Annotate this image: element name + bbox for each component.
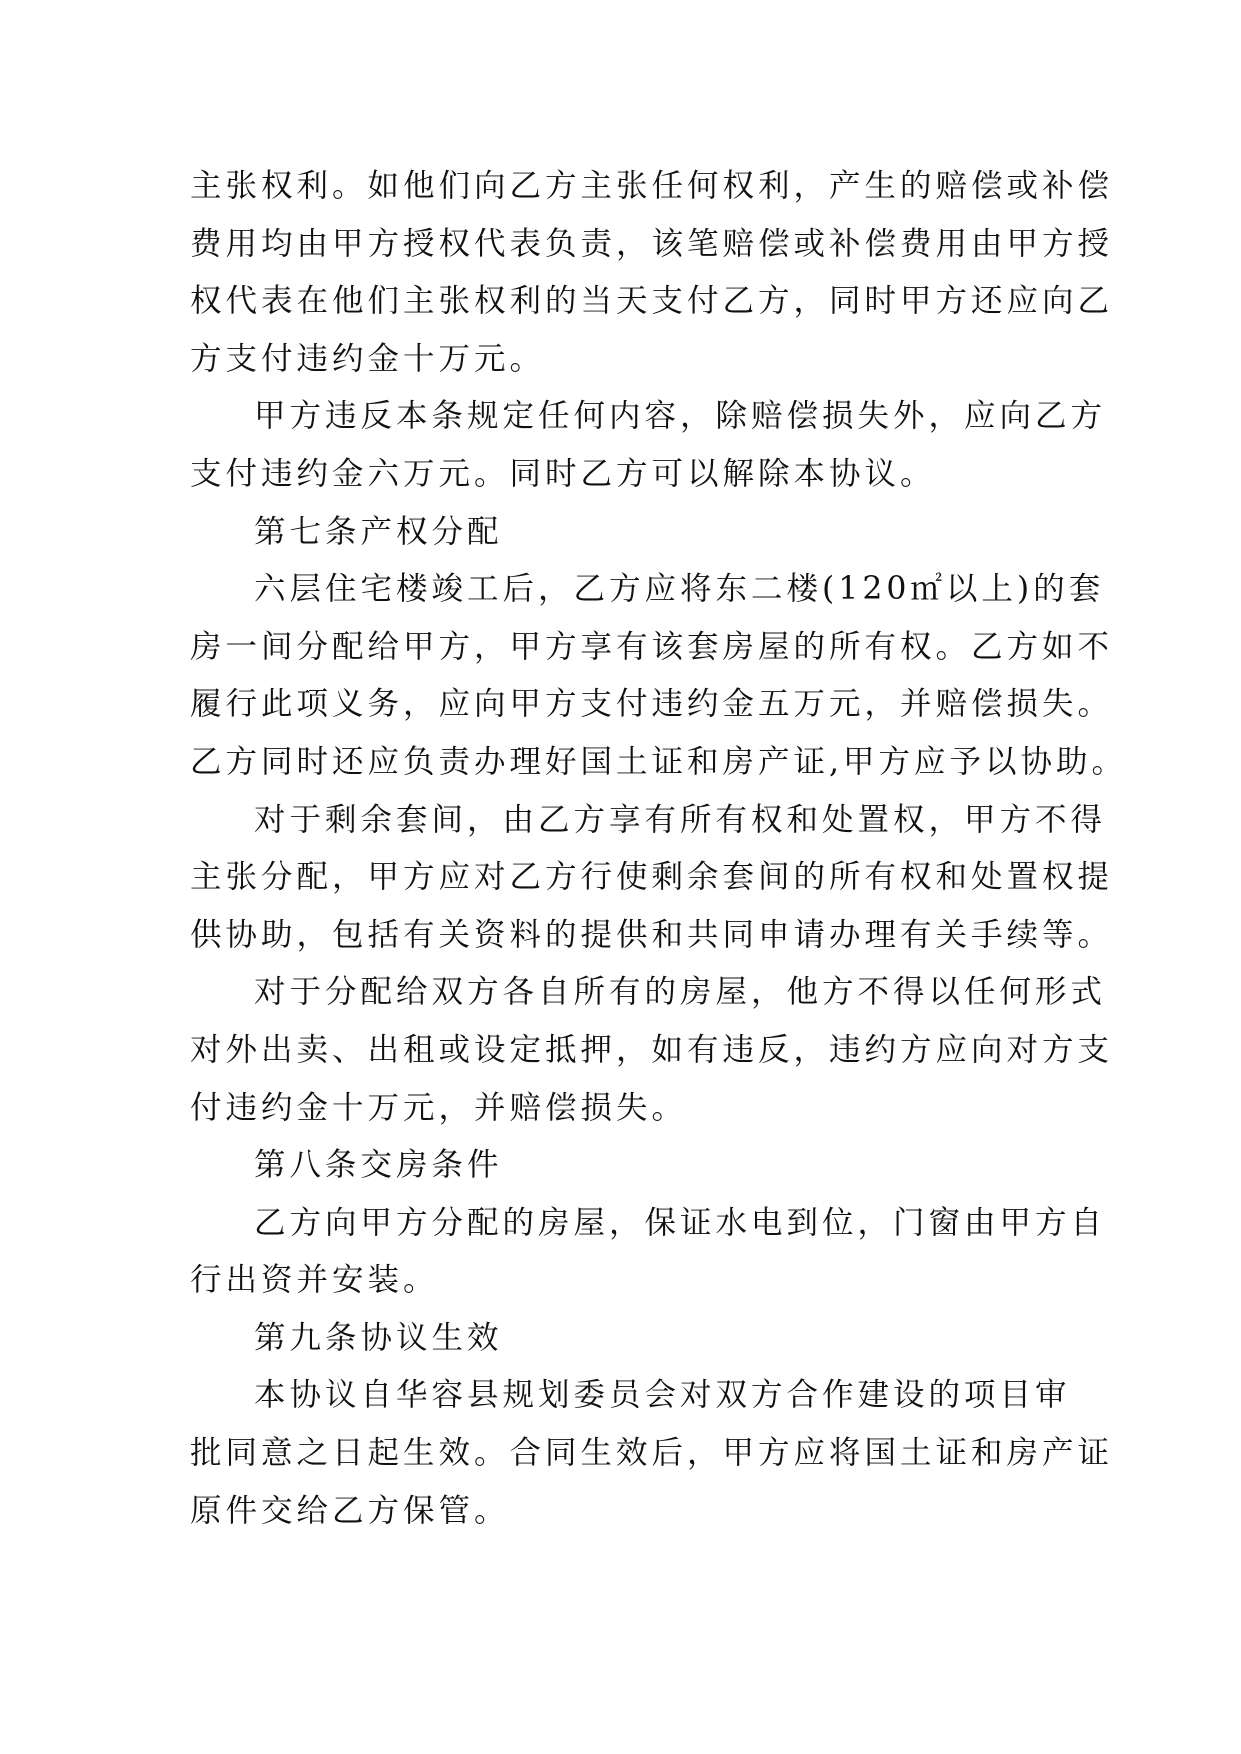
- text-line: 乙方同时还应负责办理好国土证和房产证,甲方应予以协助。: [190, 743, 1128, 780]
- text-line: 履行此项义务，应向甲方支付违约金五万元，并赔偿损失。: [190, 686, 1114, 723]
- document-body: [190, 158, 1128, 1540]
- text-line: 对外出卖、出租或设定抵押，如有违反，违约方应向对方支: [190, 1031, 1114, 1068]
- paragraph-first-line: 本协议自华容县规划委员会对双方合作建设的项目审: [254, 1377, 1071, 1414]
- paragraph-first-line: 对于剩余套间，由乙方享有所有权和处置权，甲方不得: [254, 801, 1107, 838]
- text-line: 权代表在他们主张权利的当天支付乙方，同时甲方还应向乙: [190, 283, 1114, 320]
- text-line: 主张权利。如他们向乙方主张任何权利，产生的赔偿或补偿: [190, 168, 1114, 204]
- text-line: 方支付违约金十万元。: [190, 340, 546, 377]
- paragraph-first-line: 对于分配给双方各自所有的房屋，他方不得以任何形式: [254, 974, 1107, 1011]
- paragraph-first-line: 乙方向甲方分配的房屋，保证水电到位，门窗由甲方自: [254, 1204, 1107, 1241]
- text-line: 批同意之日起生效。合同生效后，甲方应将国土证和房产证: [190, 1435, 1114, 1472]
- text-line: 原件交给乙方保管。: [190, 1492, 510, 1529]
- text-line: 费用均由甲方授权代表负责，该笔赔偿或补偿费用由甲方授: [190, 225, 1114, 262]
- article-heading: 第八条交房条件: [254, 1147, 503, 1184]
- text-line: 支付违约金六万元。同时乙方可以解除本协议。: [190, 455, 936, 492]
- article-heading: 第九条协议生效: [254, 1319, 503, 1356]
- paragraph-first-line: 六层住宅楼竣工后，乙方应将东二楼(120㎡以上)的套: [254, 571, 1105, 608]
- article-heading: 第七条产权分配: [254, 513, 503, 550]
- text-line: 主张分配，甲方应对乙方行使剩余套间的所有权和处置权提: [190, 859, 1114, 896]
- text-line: 行出资并安装。: [190, 1262, 439, 1299]
- paragraph-first-line: 甲方违反本条规定任何内容，除赔偿损失外，应向乙方: [254, 398, 1107, 435]
- text-line: 房一间分配给甲方，甲方享有该套房屋的所有权。乙方如不: [190, 628, 1114, 665]
- text-line: 供协助，包括有关资料的提供和共同申请办理有关手续等。: [190, 916, 1114, 953]
- text-line: 付违约金十万元，并赔偿损失。: [190, 1089, 688, 1126]
